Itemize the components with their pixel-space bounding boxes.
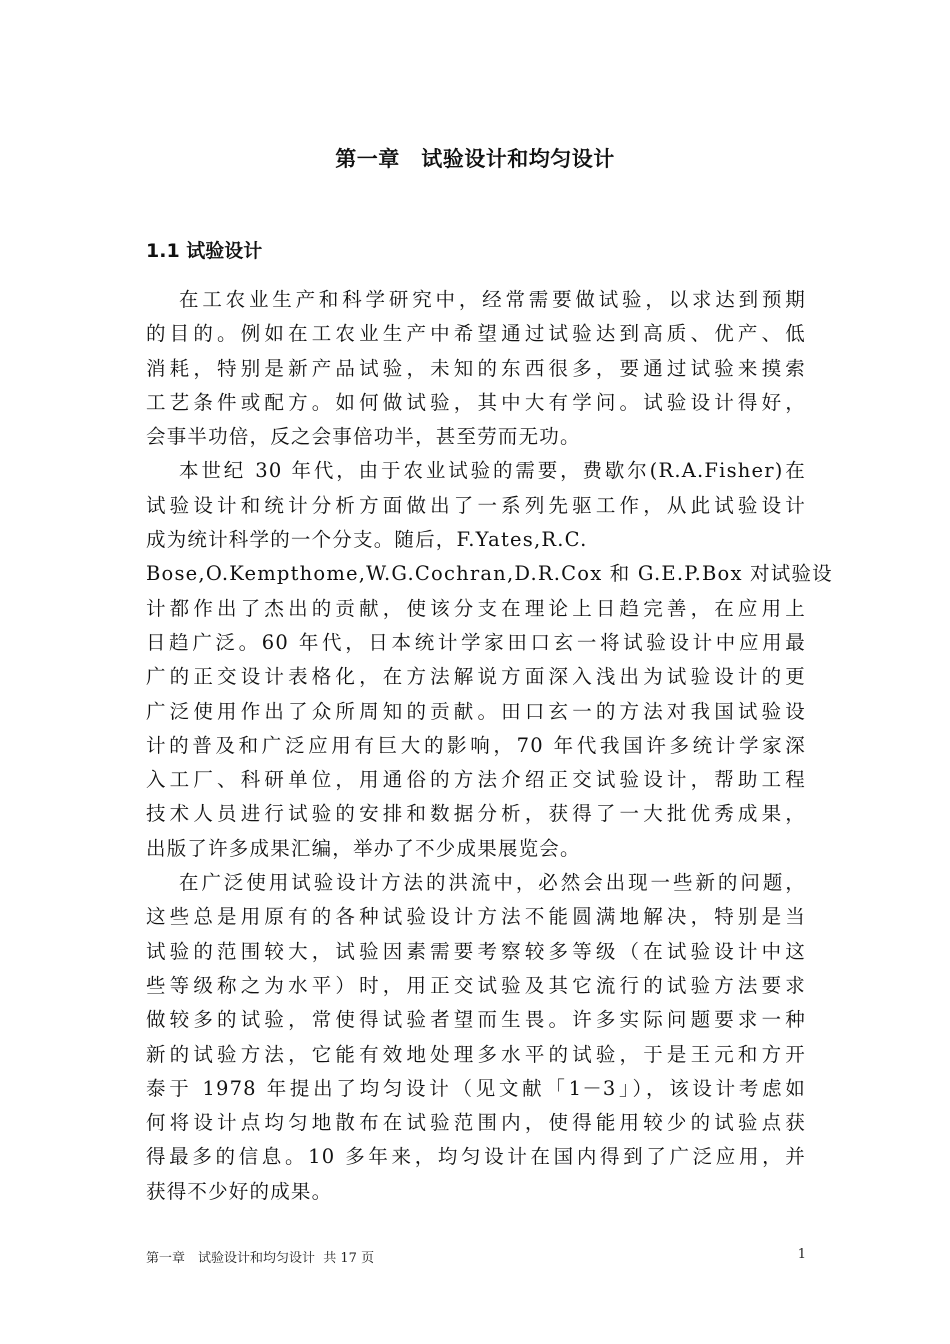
body-line: 得最多的信息。10 多年来，均匀设计在国内得到了广泛应用，并 bbox=[146, 1145, 806, 1169]
body-line: 出版了许多成果汇编，举办了不少成果展览会。 bbox=[146, 836, 581, 860]
footer-chapter-info: 第一章 试验设计和均匀设计 共 17 页 bbox=[146, 1251, 375, 1266]
body-line: 广的正交设计表格化，在方法解说方面深入浅出为试验设计的更 bbox=[146, 665, 806, 689]
body-line: 会事半功倍，反之会事倍功半，甚至劳而无功。 bbox=[146, 425, 581, 449]
body-line: 获得不少好的成果。 bbox=[146, 1179, 333, 1203]
body-line: 试验的范围较大，试验因素需要考察较多等级（在试验设计中这 bbox=[146, 939, 806, 963]
body-line: 消耗，特别是新产品试验，未知的东西很多，要通过试验来摸索 bbox=[146, 356, 806, 380]
chapter-title: 第一章 试验设计和均匀设计 bbox=[335, 147, 615, 171]
body-line: 试验设计和统计分析方面做出了一系列先驱工作，从此试验设计 bbox=[146, 493, 806, 517]
body-line: 在广泛使用试验设计方法的洪流中，必然会出现一些新的问题， bbox=[179, 871, 806, 895]
section-heading: 1.1 试验设计 bbox=[146, 240, 263, 262]
body-line: 何将设计点均匀地散布在试验范围内，使得能用较少的试验点获 bbox=[146, 1111, 806, 1135]
body-line: 在工农业生产和科学研究中，经常需要做试验，以求达到预期 bbox=[179, 288, 806, 311]
body-line: 新的试验方法，它能有效地处理多水平的试验，于是王元和方开 bbox=[146, 1042, 806, 1066]
body-line: 成为统计科学的一个分支。随后，F.Yates,R.C. bbox=[146, 528, 588, 552]
body-line: 的目的。例如在工农业生产中希望通过试验达到高质、优产、低 bbox=[146, 322, 806, 346]
body-line: 这些总是用原有的各种试验设计方法不能圆满地解决，特别是当 bbox=[146, 905, 806, 929]
body-line: 泰于 1978 年提出了均匀设计（见文献「1－3」），该设计考虑如 bbox=[146, 1076, 806, 1100]
body-line: 工艺条件或配方。如何做试验，其中大有学问。试验设计得好， bbox=[146, 390, 806, 414]
body-line: 入工厂、科研单位，用通俗的方法介绍正交试验设计，帮助工程 bbox=[146, 768, 806, 792]
page-number: 1 bbox=[797, 1247, 806, 1262]
body-text bbox=[146, 283, 833, 1209]
body-line: 些等级称之为水平）时，用正交试验及其它流行的试验方法要求 bbox=[146, 973, 806, 997]
body-line: 计都作出了杰出的贡献，使该分支在理论上日趋完善，在应用上 bbox=[146, 596, 806, 620]
body-line: Bose,O.Kempthome,W.G.Cochran,D.R.Cox 和 G.E.P.Box 对试验设 bbox=[146, 562, 833, 586]
body-line: 技术人员进行试验的安排和数据分析，获得了一大批优秀成果， bbox=[146, 802, 806, 826]
body-line: 广泛使用作出了众所周知的贡献。田口玄一的方法对我国试验设 bbox=[146, 699, 806, 723]
body-line: 做较多的试验，常使得试验者望而生畏。许多实际问题要求一种 bbox=[146, 1008, 806, 1032]
body-line: 日趋广泛。60 年代，日本统计学家田口玄一将试验设计中应用最 bbox=[146, 630, 806, 654]
body-line: 本世纪 30 年代，由于农业试验的需要，费歇尔(R.A.Fisher)在 bbox=[179, 459, 806, 483]
body-line: 计的普及和广泛应用有巨大的影响，70 年代我国许多统计学家深 bbox=[146, 733, 806, 757]
page-footer bbox=[146, 1247, 806, 1266]
